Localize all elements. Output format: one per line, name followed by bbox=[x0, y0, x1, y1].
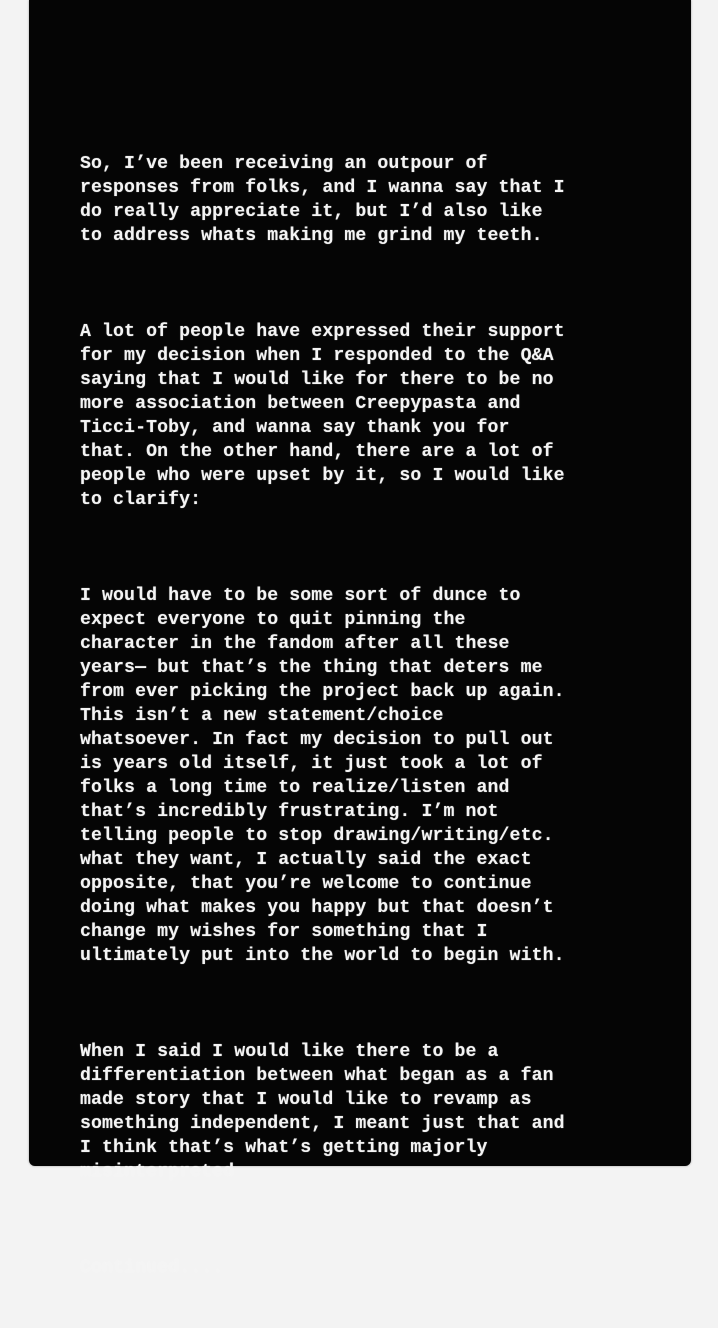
story-card bbox=[29, 0, 691, 1278]
paragraph-intro: So, I’ve been receiving an outpour of responses from folks, and I wanna say that I do really appreciate it, but I’d also like to address whats making me grind my teeth. bbox=[80, 154, 565, 246]
story-text bbox=[80, 104, 650, 1328]
continued-text: Continued.... bbox=[80, 1258, 224, 1278]
paragraph-support: A lot of people have expressed their support for my decision when I responded to the Q&A saying that I would like for there to be no more association between Creepypasta and Ticci-Toby, and wanna say thank you for that. On the other hand, there are a lot of people who were upset by it, so I would like to clarify: bbox=[80, 322, 565, 510]
paragraph-differentiation: When I said I would like there to be a differentiation between what began as a fan made story that I would like to revamp as something independent, I meant just that and I think that’s what’s getting majorly misinterpreted bbox=[80, 1042, 565, 1182]
paragraph-clarification: I would have to be some sort of dunce to expect everyone to quit pinning the character in the fandom after all these years— but that’s the thing that deters me from ever picking the project back up again. This isn’t a new statement/choice whatsoever. In fact my decision to pull out is years old itself, it just took a lot of folks a long time to realize/listen and that’s incredibly frustrating. I’m not telling people to stop drawing/writing/etc. what they want, I actually said the exact opposite, that you’re welcome to continue doing what makes you happy but that doesn’t change my wishes for something that I ultimately put into the world to begin with. bbox=[80, 586, 565, 966]
